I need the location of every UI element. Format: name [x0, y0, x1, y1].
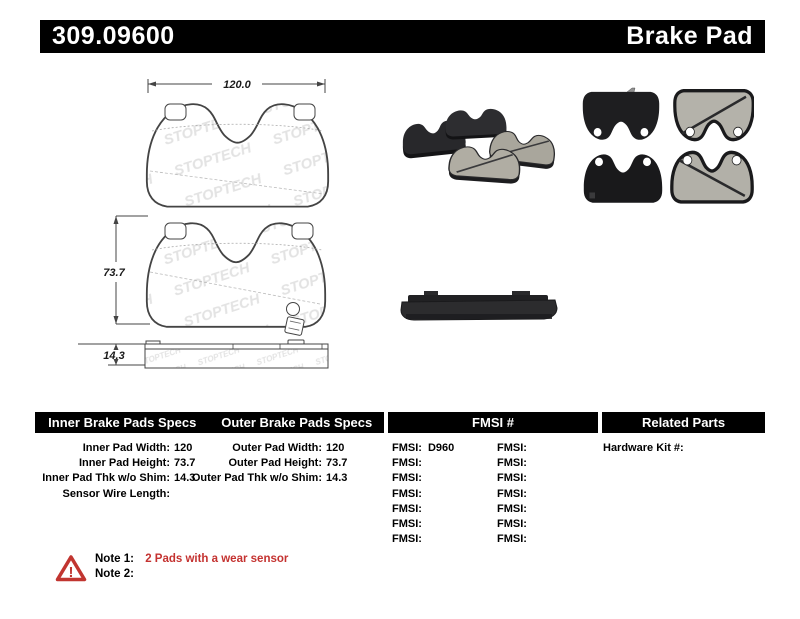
spec-value: 73.7 [326, 456, 348, 469]
spec-row [180, 440, 347, 455]
related-part-label: Hardware Kit #: [603, 441, 684, 454]
wear-sensor-tab [285, 317, 305, 336]
note-1-label: Note 1: [95, 553, 134, 565]
spec-value: 14.3 [174, 472, 196, 485]
pad-drawing-thickness-view [70, 338, 360, 376]
fmsi-label: FMSI: [497, 533, 527, 546]
fmsi-label: FMSI: [497, 472, 527, 485]
fmsi-label: FMSI: [497, 502, 527, 515]
spec-label: Outer Pad Thk w/o Shim: [191, 472, 322, 485]
fmsi-row [497, 486, 533, 501]
related-part-row [603, 440, 690, 455]
spec-value: 14.3 [326, 472, 348, 485]
fmsi-label: FMSI: [392, 533, 422, 546]
fmsi-row [392, 455, 454, 470]
fmsi-row [497, 455, 533, 470]
specs-header-band [35, 412, 384, 433]
fmsi-left-column [392, 440, 454, 547]
thickness-dimension-label: 14.3 [103, 350, 125, 362]
fmsi-row [497, 501, 533, 516]
wear-sensor-grommet [287, 303, 300, 316]
pad-drawing-height-view [70, 210, 360, 346]
fmsi-row [497, 516, 533, 531]
svg-text:!: ! [68, 564, 74, 581]
spec-row [180, 455, 347, 470]
fmsi-row [392, 516, 454, 531]
fmsi-row [392, 486, 454, 501]
spec-value: 73.7 [174, 456, 196, 469]
height-dimension-label: 73.7 [103, 267, 125, 279]
note-2 [95, 568, 142, 580]
fmsi-row [497, 471, 533, 486]
fmsi-row [497, 532, 533, 547]
spec-label: Sensor Wire Length: [62, 487, 170, 500]
fmsi-label: FMSI: [497, 487, 527, 500]
spec-label: Outer Pad Height: [228, 456, 322, 469]
inner-specs-header: Inner Brake Pads Specs [48, 415, 197, 430]
outer-specs-column [180, 440, 347, 486]
pad-set-perspective-photo [392, 97, 574, 205]
inner-specs-column [35, 440, 195, 501]
spec-label: Inner Pad Thk w/o Shim: [42, 472, 170, 485]
note-1 [95, 553, 288, 565]
spec-row [35, 455, 195, 470]
spec-label: Outer Pad Width: [232, 441, 322, 454]
pad-set-grid-photo [582, 86, 754, 204]
fmsi-header-band [388, 412, 598, 433]
pad-drawing-width-view [100, 75, 350, 215]
width-dimension-label: 120.0 [223, 79, 251, 91]
fmsi-label: FMSI: [497, 518, 527, 531]
outer-specs-header: Outer Brake Pads Specs [221, 415, 373, 430]
related-parts-header-band [602, 412, 765, 433]
fmsi-row [497, 440, 533, 455]
title-band [40, 20, 765, 53]
spec-row [35, 486, 195, 501]
fmsi-label: FMSI: [497, 441, 527, 454]
fmsi-label: FMSI: [392, 456, 422, 469]
spec-value: 120 [174, 441, 193, 454]
fmsi-right-column [497, 440, 533, 547]
note-2-label: Note 2: [95, 568, 134, 580]
product-type: Brake Pad [626, 22, 753, 50]
related-parts-column [603, 440, 690, 455]
fmsi-label: FMSI: [392, 502, 422, 515]
fmsi-row [392, 532, 454, 547]
spec-value: 120 [326, 441, 345, 454]
spec-row [35, 440, 195, 455]
fmsi-row [392, 501, 454, 516]
fmsi-label: FMSI: [392, 518, 422, 531]
fmsi-row [392, 471, 454, 486]
spec-row [35, 471, 195, 486]
note-1-text: 2 Pads with a wear sensor [145, 553, 289, 565]
fmsi-label: FMSI: [392, 487, 422, 500]
fmsi-value: D960 [427, 441, 455, 454]
fmsi-label: FMSI: [392, 472, 422, 485]
fmsi-row [392, 440, 454, 455]
related-parts-header: Related Parts [641, 415, 726, 430]
spec-label: Inner Pad Width: [82, 441, 170, 454]
fmsi-label: FMSI: [392, 441, 422, 454]
part-number: 309.09600 [52, 22, 175, 50]
pad-profile-photo [394, 286, 564, 330]
fmsi-label: FMSI: [497, 456, 527, 469]
spec-row [180, 471, 347, 486]
fmsi-header: FMSI # [472, 415, 514, 430]
spec-label: Inner Pad Height: [78, 456, 170, 469]
warning-icon [55, 554, 87, 583]
